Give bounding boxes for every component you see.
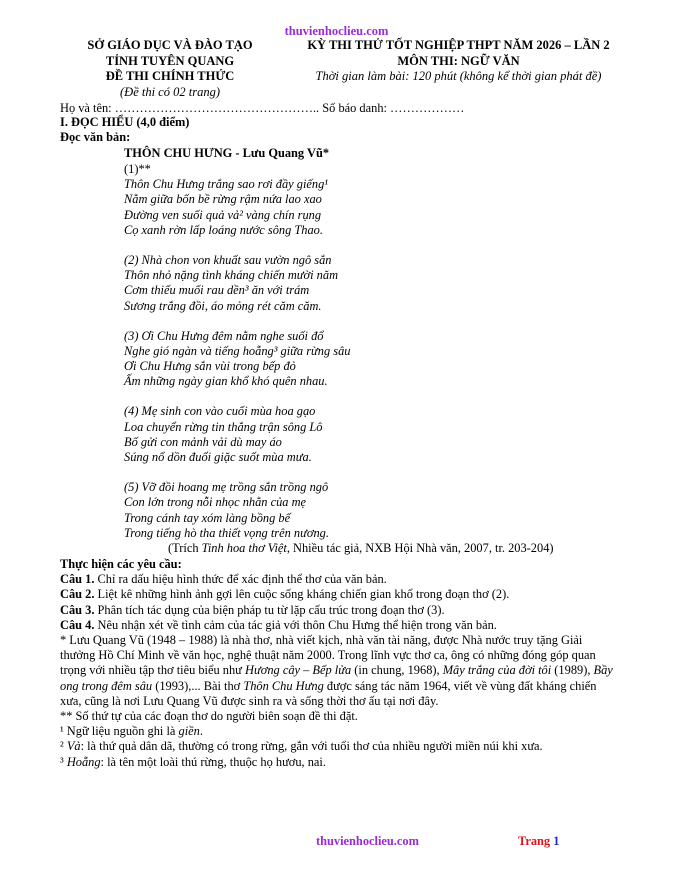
poem-line: Ấm những ngày gian khổ khó quên nhau. — [124, 374, 328, 389]
poem-line: Cơm thiếu muối rau dền³ ăn với trám — [124, 283, 310, 298]
stanza — [124, 253, 351, 314]
poem-line: Loa chuyển rừng tin thắng trận sông Lô — [124, 419, 323, 434]
footnote-term: Vả — [66, 739, 81, 754]
work-title: Mây trắng của đời tôi — [442, 663, 552, 678]
footnote — [60, 724, 620, 739]
footnote-text: ¹ Ngữ liệu nguồn ghi là — [60, 724, 179, 739]
poem-line: (4) Mẹ sinh con vào cuối mùa hoa gạo — [124, 404, 316, 419]
author-note-text: (in chung, 1968), — [351, 663, 443, 678]
poem-line: Cọ xanh rờn lấp loáng nước sông Thao. — [124, 222, 323, 237]
site-watermark-bottom: thuvienhoclieu.com — [316, 834, 419, 848]
citation-book: Tinh hoa thơ Việt — [201, 541, 287, 555]
poem-line: Bố gửi con mảnh vải dù may áo — [124, 434, 282, 449]
poem-line: Nằm giữa bốn bề rừng rậm nứa lao xao — [124, 192, 322, 207]
student-info-line: Họ và tên: ………………………………………….. Số báo danh: ……………… — [60, 101, 465, 115]
page-number-value: 1 — [553, 834, 560, 848]
poem-line: Trong tiếng hò tha thiết vọng trên nương. — [124, 525, 329, 540]
stanza — [124, 329, 351, 390]
footnote-text: ² — [60, 739, 67, 754]
issuer-block — [64, 38, 276, 100]
exam-duration: Thời gian làm bài: 120 phút (không kể thời gian phát đề) — [315, 69, 602, 83]
order-note: ** Số thứ tự của các đoạn thơ do người biên soạn đề thi đặt. — [60, 709, 358, 724]
question-label: Câu 3. — [60, 602, 95, 617]
page-number — [518, 834, 559, 849]
question-label: Câu 4. — [60, 617, 95, 632]
page-label: Trang — [518, 834, 554, 848]
question-text: Liệt kê những hình ảnh gợi lên cuộc sống kháng chiến gian khổ trong đoạn thơ (2). — [94, 587, 510, 602]
stanza — [124, 480, 351, 541]
poem-line: Thôn nhỏ nặng tình kháng chiến mười năm — [124, 268, 339, 283]
page-count-note: (Đề thi có 02 trang) — [120, 84, 220, 99]
work-title: Bầy ong trong đêm sâu — [60, 663, 613, 693]
question-text: Nêu nhận xét về tình cảm của tác giả với thôn Chu Hưng thể hiện trong văn bản. — [94, 617, 497, 632]
question — [60, 572, 620, 587]
section-title: I. ĐỌC HIỂU (4,0 điểm) — [60, 115, 190, 129]
stanza — [124, 404, 351, 465]
author-note — [60, 633, 620, 709]
author-note-text: (1989), — [551, 663, 594, 678]
question — [60, 587, 620, 602]
poem-body — [124, 162, 351, 541]
exam-title: KỲ THI THỬ TỐT NGHIỆP THPT NĂM 2026 – LẦN 2 — [307, 38, 610, 52]
citation-suffix: , Nhiều tác giả, NXB Hội Nhà văn, 2007, tr. 203-204) — [286, 541, 554, 555]
poem-line: (2) Nhà chon von khuất sau vườn ngô sắn — [124, 252, 332, 267]
stanza — [124, 162, 351, 238]
question-label: Câu 1. — [60, 572, 95, 587]
question-text: Chỉ ra dấu hiệu hình thức để xác định thể thơ của văn bản. — [94, 572, 387, 587]
poem-citation — [168, 541, 554, 556]
question — [60, 603, 620, 618]
poem-line: Thôn Chu Hưng trắng sao rơi đầy giếng¹ — [124, 177, 328, 192]
author-note-text: * Lưu Quang Vũ (1948 – 1988) là nhà thơ, nhà viết kịch, nhà văn tài năng, được Nhà nước truy tặng Giải thưởng Hồ Chí Minh về văn học, nghệ thuật năm 2000. Trong lĩnh vực thơ ca, ông có những đóng góp quan trọng với nhiều tập thơ tiêu biểu như — [60, 633, 596, 678]
poem-line: Ơi Chu Hưng sắn vùi trong bếp đỏ — [124, 359, 296, 374]
work-title: Thôn Chu Hưng — [243, 678, 324, 693]
author-note-text: được sáng tác năm 1964, viết về vùng đất kháng chiến xưa, cũng là nơi Lưu Quang Vũ được sinh ra và sống thời thơ ấu tại nơi đây. — [60, 678, 597, 708]
question — [60, 618, 620, 633]
footnote-text: ³ — [60, 754, 67, 769]
author-note-text: (1993),... Bài thơ — [152, 678, 244, 693]
site-watermark-top: thuvienhoclieu.com — [284, 24, 389, 38]
poem-line: Sương trắng đồi, áo mỏng rét căm căm. — [124, 298, 322, 313]
citation-prefix: (Trích — [168, 541, 202, 555]
footnote — [60, 755, 620, 770]
exam-block — [286, 38, 631, 85]
poem-line: Đường ven suối quả vả² vàng chín rụng — [124, 207, 322, 222]
poem-line: (3) Ơi Chu Hưng đêm nằm nghe suối đổ — [124, 328, 324, 343]
stanza-number: (1)** — [124, 162, 151, 176]
work-title: Hương cây – Bếp lửa — [245, 663, 352, 678]
tasks-label: Thực hiện các yêu cầu: — [60, 557, 182, 571]
poem-line: Con lớn trong nỗi nhọc nhằn của mẹ — [124, 495, 307, 510]
tasks-block — [60, 557, 620, 770]
poem-line: Trong cánh tay xóm làng bồng bế — [124, 510, 291, 525]
issuer-province: TỈNH TUYÊN QUANG — [105, 53, 235, 68]
poem-line: Nghe gió ngàn và tiếng hoẵng³ giữa rừng sâu — [124, 343, 351, 358]
footnote-text: : là tên một loài thú rừng, thuộc họ hươu, nai. — [100, 754, 326, 769]
poem-line: (5) Vỡ đồi hoang mẹ trồng sắn trồng ngô — [124, 480, 329, 495]
footnote — [60, 739, 620, 754]
question-text: Phân tích tác dụng của biện pháp tu từ lặp cấu trúc trong đoạn thơ (3). — [94, 602, 445, 617]
footnote-term: giền — [178, 724, 200, 739]
exam-subject: MÔN THI: NGỮ VĂN — [397, 53, 520, 68]
official-exam-label: ĐỀ THI CHÍNH THỨC — [105, 69, 235, 83]
footnote-text: : là thứ quả dân dã, thường có trong rừng, gắn với tuổi thơ của nhiều người miền núi khi xưa. — [80, 739, 543, 754]
footnote-term: Hoẵng — [66, 754, 101, 769]
poem-title: THÔN CHU HƯNG - Lưu Quang Vũ* — [124, 146, 330, 160]
reading-label: Đọc văn bản: — [60, 130, 131, 144]
poem-line: Súng nổ dồn đuổi giặc suốt mùa mưa. — [124, 450, 312, 464]
footnote-text: . — [199, 724, 203, 739]
issuer-department: SỞ GIÁO DỤC VÀ ĐÀO TẠO — [87, 38, 253, 52]
question-label: Câu 2. — [60, 587, 95, 602]
